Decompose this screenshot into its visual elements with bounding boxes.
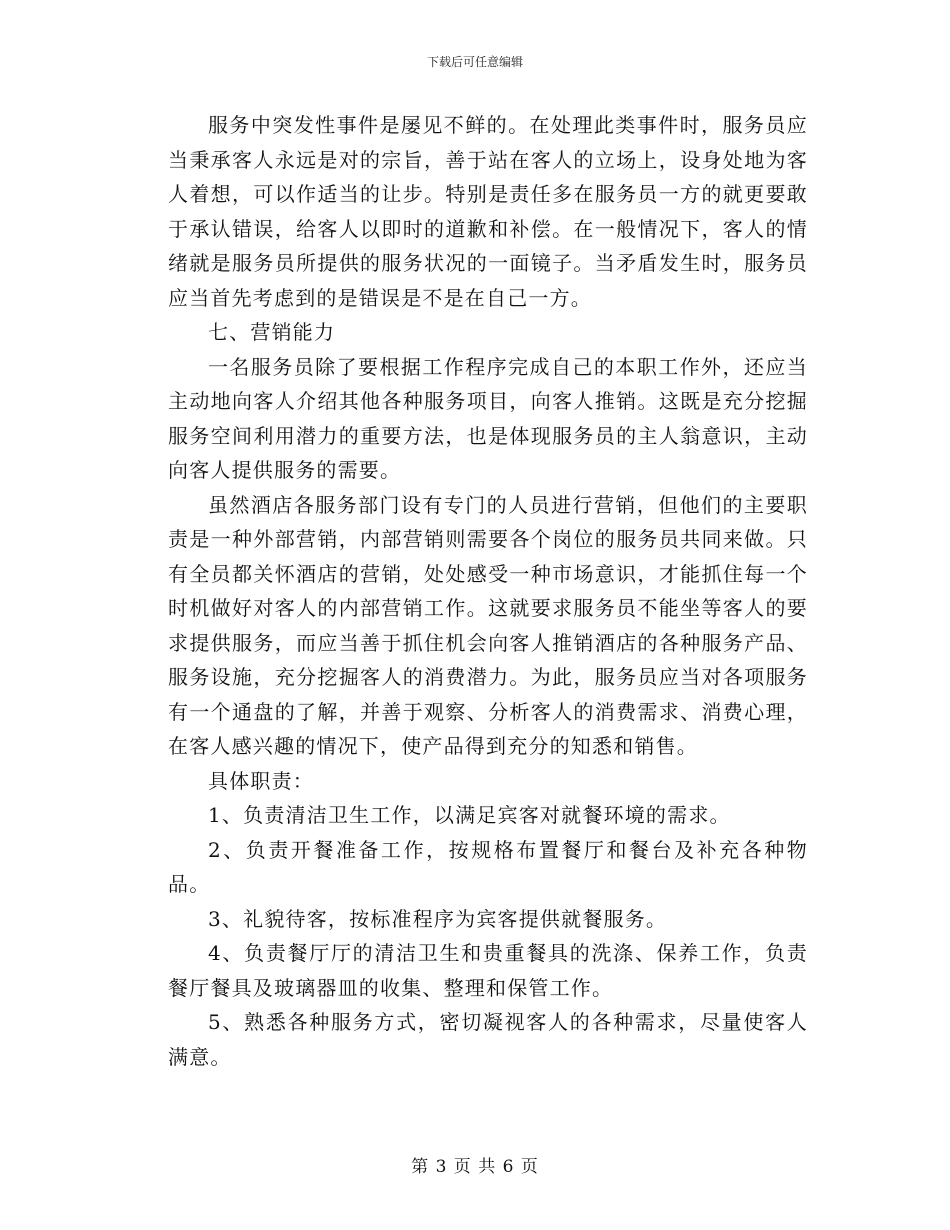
paragraph-internal-marketing: 虽然酒店各服务部门设有专门的人员进行营销，但他们的主要职责是一种外部营销，内部营销则需要各个岗位的服务员共同来做。只有全员都关怀酒店的营销，处处感受一种市场意识，才能抓住每一个时机做好对客人的内部营销工作。这就要求服务员不能坐等客人的要求提供服务，而应当善于抓住机会向客人推销酒店的各种服务产品、服务设施，充分挖掘客人的消费潜力。为此，服务员应当对各项服务有一个通盘的了解，并善于观察、分析客人的消费需求、消费心理，在客人感兴趣的情况下，使产品得到充分的知悉和销售。 (168, 492, 808, 758)
footer-middle: 页 共 (453, 1157, 497, 1177)
page-number-footer (0, 1156, 950, 1178)
duty-item-3: 3、礼貌待客，按标准程序为宾客提供就餐服务。 (208, 906, 668, 931)
current-page-number: 3 (435, 1157, 448, 1177)
duty-item-2: 2、负责开餐准备工作，按规格布置餐厅和餐台及补充各种物品。 (168, 837, 808, 896)
paragraph-emergency-handling: 服务中突发性事件是屡见不鲜的。在处理此类事件时，服务员应当秉承客人永远是对的宗旨，善于站在客人的立场上，设身处地为客人着想，可以作适当的让步。特别是责任多在服务员一方的就更要敢于承认错误，给客人以即时的道歉和补偿。在一般情况下，客人的情绪就是服务员所提供的服务状况的一面镜子。当矛盾发生时，服务员应当首先考虑到的是错误是不是在自己一方。 (168, 113, 808, 310)
total-pages-number: 6 (502, 1157, 515, 1177)
duty-item-5: 5、熟悉各种服务方式，密切凝视客人的各种需求，尽量使客人满意。 (168, 1010, 808, 1069)
duty-item-4: 4、负责餐厅厅的清洁卫生和贵重餐具的洗涤、保养工作，负责餐厅餐具及玻璃器皿的收集、整理和保管工作。 (168, 941, 808, 1000)
paragraph-marketing-intro: 一名服务员除了要根据工作程序完成自己的本职工作外，还应当主动地向客人介绍其他各种服务项目，向客人推销。这既是充分挖掘服务空间利用潜力的重要方法，也是体现服务员的主人翁意识，主动向客人提供服务的需要。 (168, 354, 808, 482)
footer-prefix: 第 (411, 1157, 430, 1177)
page-header: 下载后可任意编辑 (426, 55, 523, 69)
duties-heading: 具体职责： (208, 768, 314, 793)
section-heading-marketing: 七、营销能力 (208, 320, 336, 344)
document-body (168, 108, 808, 1074)
footer-suffix: 页 (520, 1157, 539, 1177)
duty-item-1: 1、负责清洁卫生工作，以满足宾客对就餐环境的需求。 (208, 803, 731, 827)
